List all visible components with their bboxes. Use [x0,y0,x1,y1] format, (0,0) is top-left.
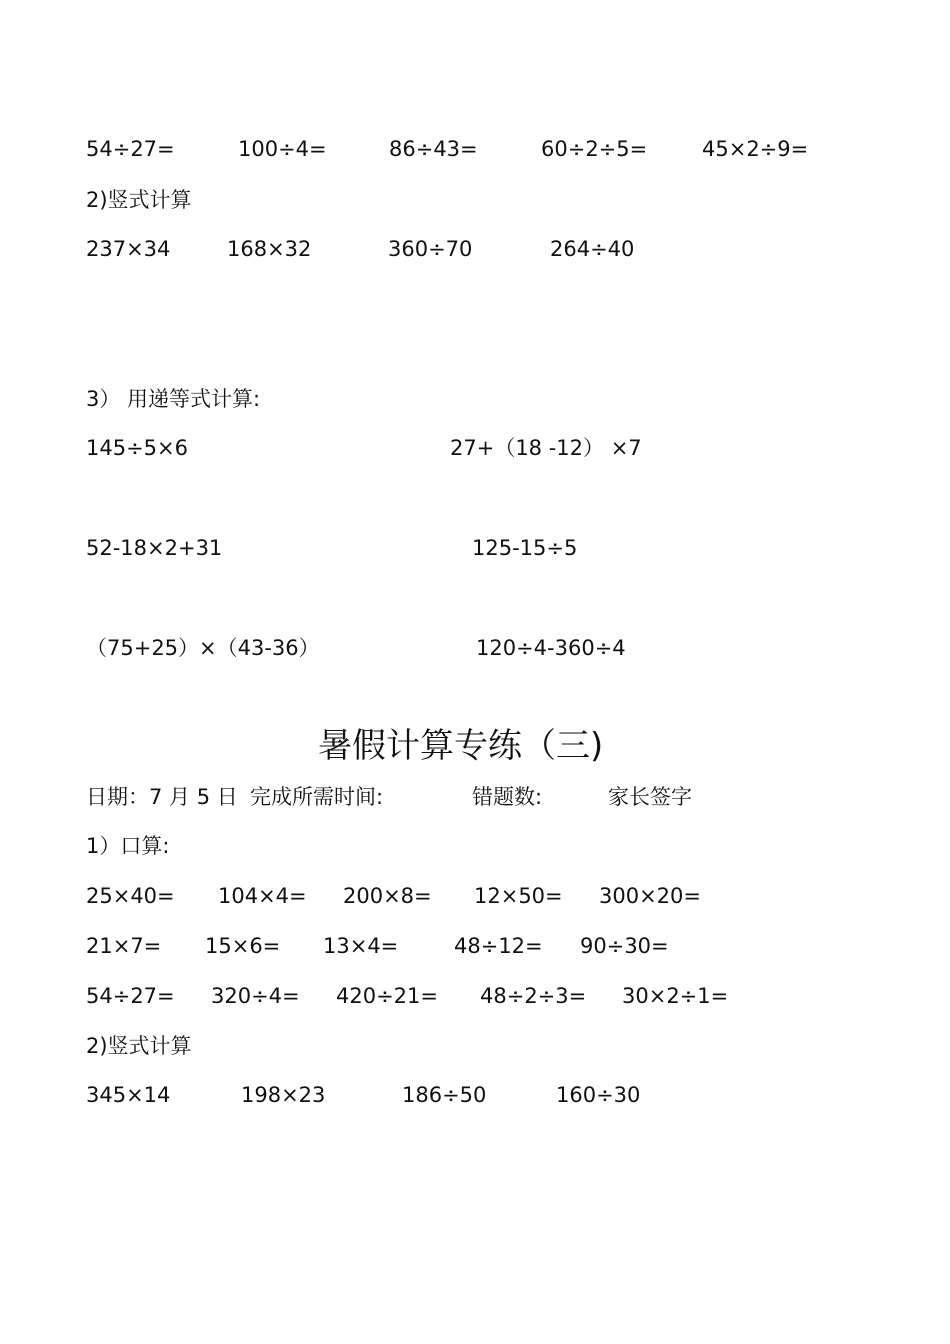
problem: 48÷12= [454,934,543,958]
problem: 237×34 [86,237,171,261]
signature-label: 家长签字 [608,785,692,809]
page-title: 暑假计算专练（三) [318,726,604,766]
time-label: 完成所需时间: [250,785,384,809]
problem: 52-18×2+31 [86,536,223,560]
problem: 420÷21= [336,984,438,1008]
section-heading-vertical: 2)竖式计算 [86,1034,192,1058]
problem: 264÷40 [550,237,635,261]
problem: 86÷43= [389,137,478,161]
date-label: 日期：7 月 5 日 [86,785,238,809]
problem: 145÷5×6 [86,436,188,460]
section-heading-step: 3） 用递等式计算: [86,387,261,411]
problem: 27+（18 -12） ×7 [450,436,642,460]
problem: 100÷4= [238,137,327,161]
problem: 345×14 [86,1083,171,1107]
problem: 54÷27= [86,984,175,1008]
problem: 200×8= [343,884,432,908]
problem: 125-15÷5 [472,536,578,560]
errors-label: 错题数: [472,785,543,809]
problem: 90÷30= [580,934,669,958]
section-heading-oral: 1）口算: [86,834,170,858]
problem: 60÷2÷5= [541,137,648,161]
problem: 25×40= [86,884,175,908]
problem: 12×50= [474,884,563,908]
problem: 104×4= [218,884,307,908]
oral-row [0,0,950,161]
problem: 45×2÷9= [702,137,809,161]
section-heading-vertical: 2)竖式计算 [86,188,192,212]
problem: 54÷27= [86,137,175,161]
problem: 15×6= [205,934,281,958]
problem: 186÷50 [402,1083,487,1107]
problem: （75+25）×（43-36） [86,636,320,660]
problem: 168×32 [227,237,312,261]
problem: 21×7= [86,934,162,958]
problem: 320÷4= [211,984,300,1008]
problem: 198×23 [241,1083,326,1107]
problem: 300×20= [599,884,701,908]
problem: 13×4= [323,934,399,958]
problem: 160÷30 [556,1083,641,1107]
problem: 120÷4-360÷4 [476,636,626,660]
problem: 48÷2÷3= [480,984,587,1008]
problem: 360÷70 [388,237,473,261]
problem: 30×2÷1= [622,984,729,1008]
